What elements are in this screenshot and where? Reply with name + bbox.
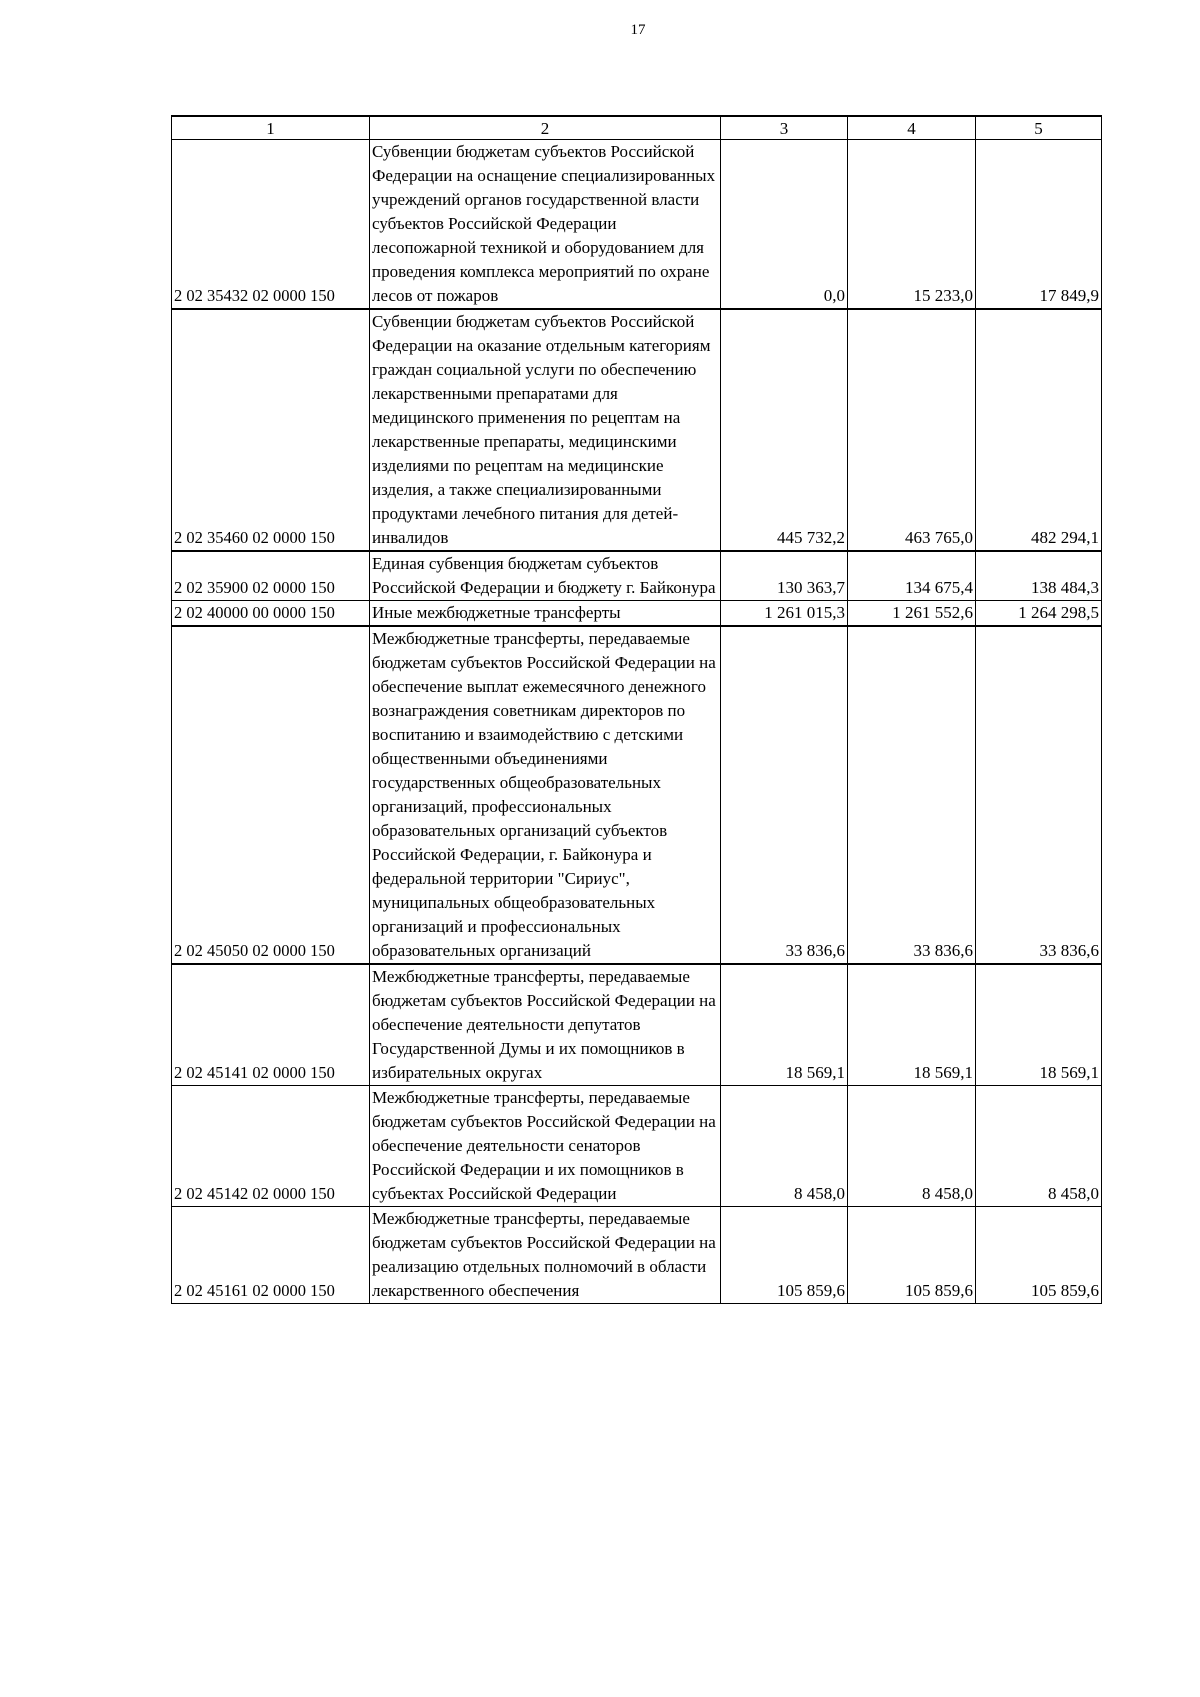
row-code: 2 02 45161 02 0000 150	[172, 1207, 370, 1304]
table-row	[172, 1086, 1102, 1207]
row-value-5: 8 458,0	[976, 1086, 1102, 1207]
header-col-3: 3	[721, 116, 848, 140]
page-number: 17	[630, 22, 646, 38]
row-name: Межбюджетные трансферты, передаваемые бюджетам субъектов Российской Федерации на обеспечение деятельности депутатов Государственной Думы и их помощников в избирательных округах	[370, 964, 721, 1086]
row-value-3: 0,0	[721, 140, 848, 310]
row-value-5: 105 859,6	[976, 1207, 1102, 1304]
row-value-3: 33 836,6	[721, 626, 848, 964]
row-value-4: 33 836,6	[848, 626, 976, 964]
header-row	[172, 116, 1102, 140]
row-value-5: 18 569,1	[976, 964, 1102, 1086]
header-col-1: 1	[172, 116, 370, 140]
table-row	[172, 309, 1102, 551]
row-value-4: 8 458,0	[848, 1086, 976, 1207]
row-value-4: 18 569,1	[848, 964, 976, 1086]
row-code: 2 02 35432 02 0000 150	[172, 140, 370, 310]
table-row	[172, 601, 1102, 627]
row-name: Единая субвенция бюджетам субъектов Российской Федерации и бюджету г. Байконура	[370, 551, 721, 601]
row-value-5: 17 849,9	[976, 140, 1102, 310]
row-value-5: 33 836,6	[976, 626, 1102, 964]
row-value-3: 445 732,2	[721, 309, 848, 551]
budget-table	[171, 115, 1102, 1304]
row-value-3: 1 261 015,3	[721, 601, 848, 627]
table-row	[172, 626, 1102, 964]
row-code: 2 02 35460 02 0000 150	[172, 309, 370, 551]
row-name: Межбюджетные трансферты, передаваемые бюджетам субъектов Российской Федерации на обеспечение деятельности сенаторов Российской Федерации и их помощников в субъектах Российской Федерации	[370, 1086, 721, 1207]
row-value-4: 463 765,0	[848, 309, 976, 551]
row-code: 2 02 35900 02 0000 150	[172, 551, 370, 601]
row-value-4: 1 261 552,6	[848, 601, 976, 627]
row-value-3: 18 569,1	[721, 964, 848, 1086]
table-row	[172, 964, 1102, 1086]
header-col-4: 4	[848, 116, 976, 140]
header-col-2: 2	[370, 116, 721, 140]
row-name: Субвенции бюджетам субъектов Российской Федерации на оказание отдельным категориям граждан социальной услуги по обеспечению лекарственными препаратами для медицинского применения по рецептам на лекарственные препараты, медицинскими изделиями по рецептам на медицинские изделия, а также специализированными продуктами лечебного питания для детей-инвалидов	[370, 309, 721, 551]
row-value-4: 105 859,6	[848, 1207, 976, 1304]
row-value-5: 138 484,3	[976, 551, 1102, 601]
row-code: 2 02 45142 02 0000 150	[172, 1086, 370, 1207]
row-value-5: 1 264 298,5	[976, 601, 1102, 627]
row-value-4: 134 675,4	[848, 551, 976, 601]
table-row	[172, 140, 1102, 310]
row-name: Иные межбюджетные трансферты	[370, 601, 721, 627]
row-code: 2 02 45141 02 0000 150	[172, 964, 370, 1086]
row-code: 2 02 40000 00 0000 150	[172, 601, 370, 627]
row-value-4: 15 233,0	[848, 140, 976, 310]
table-row	[172, 551, 1102, 601]
row-name: Субвенции бюджетам субъектов Российской Федерации на оснащение специализированных учреждений органов государственной власти субъектов Российской Федерации лесопожарной техникой и оборудованием для проведения комплекса мероприятий по охране лесов от пожаров	[370, 140, 721, 310]
row-value-5: 482 294,1	[976, 309, 1102, 551]
row-code: 2 02 45050 02 0000 150	[172, 626, 370, 964]
row-value-3: 105 859,6	[721, 1207, 848, 1304]
row-value-3: 8 458,0	[721, 1086, 848, 1207]
table-row	[172, 1207, 1102, 1304]
row-name: Межбюджетные трансферты, передаваемые бюджетам субъектов Российской Федерации на обеспечение выплат ежемесячного денежного вознаграждения советникам директоров по воспитанию и взаимодействию с детскими общественными объединениями государственных общеобразовательных организаций, профессиональных образовательных организаций субъектов Российской Федерации, г. Байконура и федеральной территории "Сириус", муниципальных общеобразовательных организаций и профессиональных образовательных организаций	[370, 626, 721, 964]
row-value-3: 130 363,7	[721, 551, 848, 601]
row-name: Межбюджетные трансферты, передаваемые бюджетам субъектов Российской Федерации на реализацию отдельных полномочий в области лекарственного обеспечения	[370, 1207, 721, 1304]
header-col-5: 5	[976, 116, 1102, 140]
